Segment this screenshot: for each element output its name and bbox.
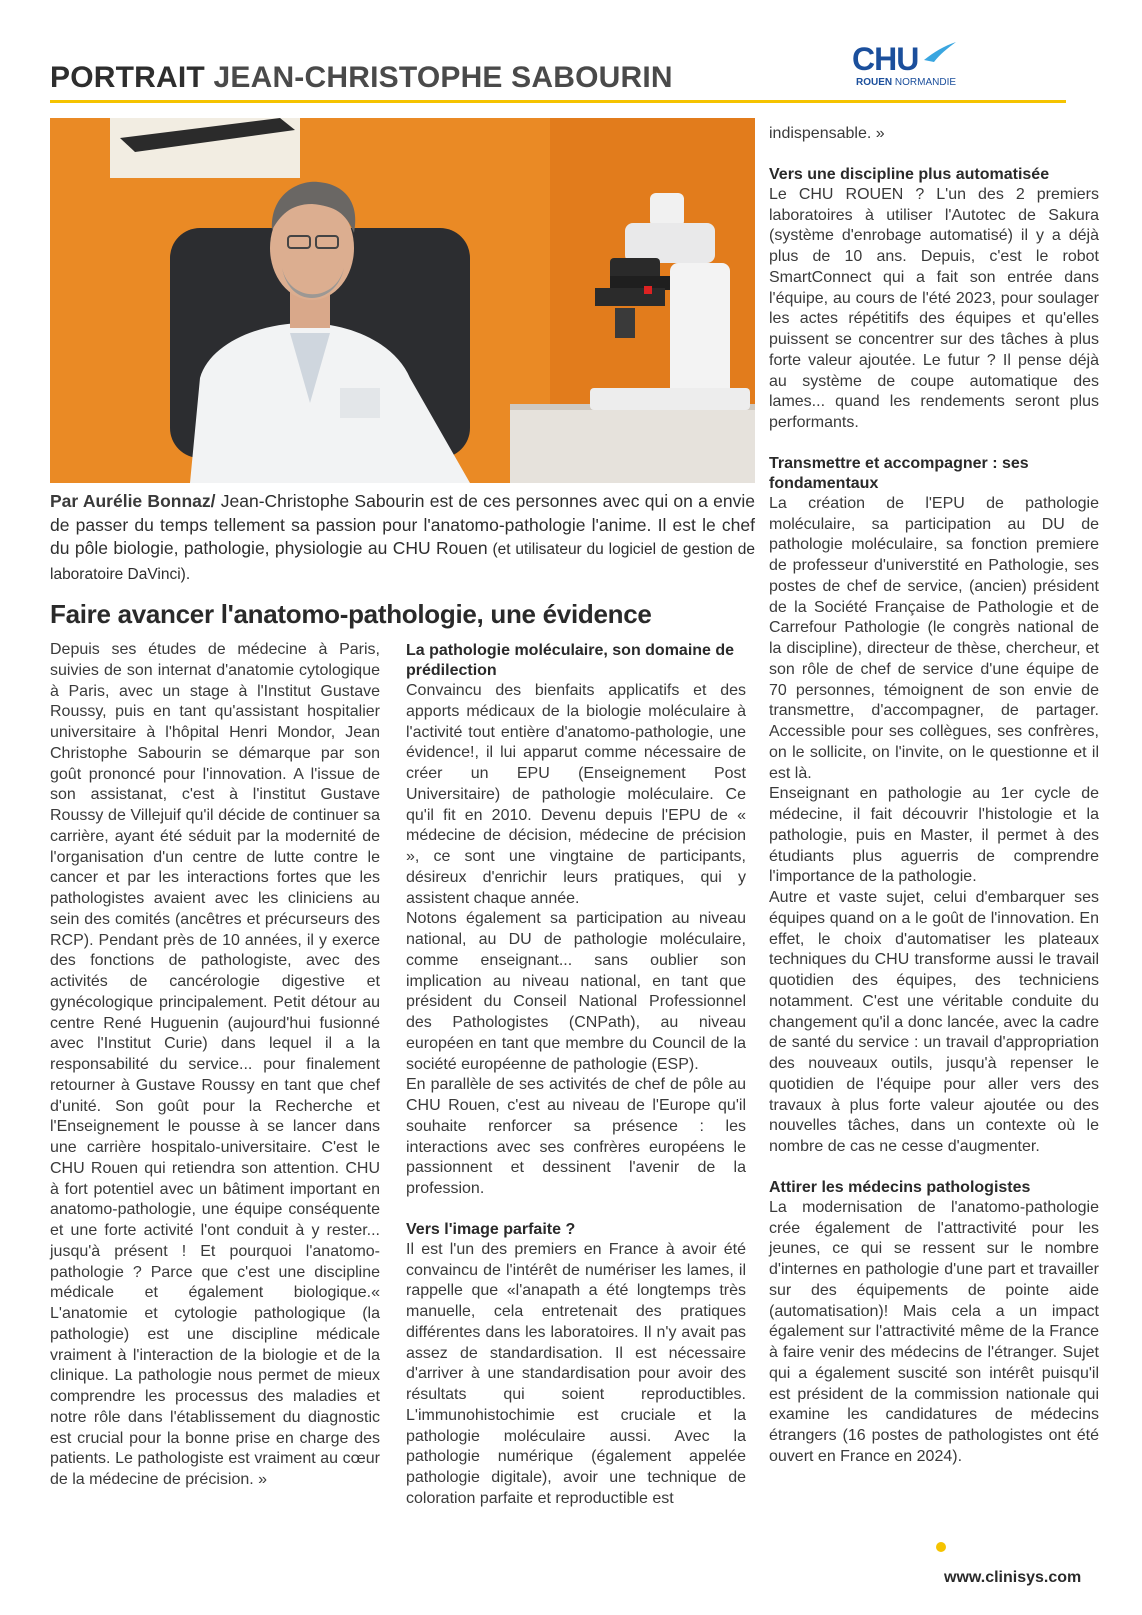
col3-paragraph-3: Enseignant en pathologie au 1er cycle de médecine, il fait découvrir l'histologie et la pathologie, puis en Master, il permet à des étudiants plus aguerris de comprendre l'importance de la pathologie. [769,785,1099,886]
logo-sub [856,77,956,89]
portrait-photo [50,118,755,483]
page-title [50,60,673,96]
portrait-illustration [50,118,755,483]
spacer [406,1200,746,1220]
intro-text: Jean-Christophe Sabourin est de ces personnes avec qui on a envie de passer du temps tellement sa passion pour l'anatomo-pathologie l'anime. Il est le chef du pôle biologie, pathologie, physiologie au CHU Rouen [50,491,755,558]
byline: Par Aurélie Bonnaz/ [50,491,216,511]
col2-paragraph-1: Convaincu des bienfaits applicatifs et des apports médicaux de la biologie moléculaire à l'activité tout entière d'anatomo-pathologie, une évidence!, il lui apparut comme nécessaire de créer un EPU (Enseignement Post Universitaire) de pathologie moléculaire. Ce qu'il fit en 2010. Devenu depuis l'EPU de « médecine de décision, médecine de précision », ce sont une vingtaine de participants, désireux d'enrichir leurs pratiques, qui y assistent chaque année. [406,682,746,907]
col3-paragraph-2: La création de l'EPU de pathologie moléculaire, sa participation au DU de pathologie moléculaire, sa fonction premiere de professeur d'universtité en Pathologie, ses postes de chef de service, (ancien) président de la Société Française de Pathologie et de Carrefour Pathologie (le congrès national de la discipline), directeur de thèse, chercheur, et son rôle de chef de service d'une équipe de 70 personnes, témoignent de son envie de transmettre, d'accompagner, de partager. Accessible pour ses collègues, ses confrères, on le sollicite, on l'invite, on le questionne et il est là. [769,494,1099,782]
logo-main: CHU [852,41,919,77]
col2-paragraph-3: En parallèle de ses activités de chef de pôle au CHU Rouen, c'est au niveau de l'Europe qu'il souhaite renforcer sa présence : les interactions avec ses confrères européens le passionnent et dessinent l'avenir de la profession. [406,1076,746,1197]
header-rule [50,100,1066,103]
col3-paragraph-1: Le CHU ROUEN ? L'un des 2 premiers laboratoires à utiliser l'Autotec de Sakura (système d'enrobage automatisé) il y a déjà plus de 10 ans. Depuis, c'est le robot SmartConnect qui a fait son entrée dans l'équipe, au cours de l'été 2023, pour soulager les actes répétitifs des équipes et qu'elles puissent se concentrer sur des tâches à plus forte valeur ajoutée. Le futur ? Il pense déjà au système de coupe automatique des lames... quand les rendements seront plus performants. [769,185,1099,431]
title-name: JEAN-CHRISTOPHE SABOURIN [213,61,673,94]
intro-note: (et utilisateur du logiciel de gestion de laboratoire DaVinci). [50,541,755,583]
spacer [769,1158,1099,1178]
column-2 [406,641,746,1510]
col1-paragraph: Depuis ses études de médecine à Paris, suivies de son internat d'anatomie cytologique à Paris, avec un stage à l'Institut Gustave Roussy, puis en tant qu'assistant hospitalier universitaire à l'hôpital Henri Mondor, Jean Christophe Sabourin se démarque par son goût prononcé pour l'innovation. A l'issue de son assistanat, c'est à l'institut Gustave Roussy de Villejuif qu'il décide de continuer sa carrière, ayant été séduit par la modernité de l'organisation d'un centre de lutte contre le cancer et par les interactions fortes que les pathologistes avaient avec les cliniciens au sein des comités (ancêtres et précurseurs des RCP). Pendant près de 10 années, il y exerce des fonctions de pathologiste, avec des activités de cancérologie digestive et gynécologique principalement. Petit détour au centre René Huguenin (aujourd'hui fusionné avec l'Institut Curie) dans lequel il a la responsabilité du service... pour finalement retourner à Gustave Roussy en tant que chef d'unité. Son goût pour la Recherche et l'Enseignement le pousse à se lancer dans une carrière hospitalo-universitaire. C'est le CHU Rouen qui retiendra son attention. CHU à fort potentiel avec un bâtiment important en anatomo-pathologie, une équipe conséquente et une forte activité l'ont conduit à y rester... jusqu'à présent ! Et pourquoi l'anatomo-pathologie ? Parce que c'est une discipline médicale et également biologique.« L'anatomie et cytologie pathologique (la pathologie) est une discipline médicale vraiment à l'interaction de la biologie et de la clinique. La pathologie nous permet de mieux comprendre les processus des maladies et notre rôle dans l'établissement du diagnostic est crucial pour la bonne prise en charge des patients. Le pathologiste est vraiment au cœur de la médecine de précision. » [50,641,380,1488]
column-1 [50,640,380,1491]
spacer [769,434,1099,454]
col3-paragraph-5: La modernisation de l'anatomo-pathologie crée également de l'attractivité pour les jeunes, ce qui se ressent sur le nombre d'internes en pathologie d'une part et travailler sur des équipements de pointe aide (automatisation)! Mais cela a un impact également sur l'attractivité même de la France à faire venir des médecins de l'étranger. Sujet qui a également suscité son intérêt puisqu'il est président de la commission nationale qui examine les candidatures de médecins étrangers (16 postes de pathologistes ont été ouvert en France en 2024). [769,1198,1099,1465]
col3-paragraph-4: Autre et vaste sujet, celui d'embarquer ses équipes quand on a le goût de l'innovation. En effet, le choix d'automatiser les plateaux techniques du CHU transforme aussi le travail quotidien des équipes, des techniciens notamment. C'est une véritable conduite du changement qu'il a donc lancée, avec la cadre de santé du service : un travail d'appropriation des nouveaux outils, jusqu'à repenser le quotidien de l'équipe pour aller vers des travaux à plus forte valeur ajoutée ou des nouvelles tâches, dans un contexte où le nombre de cas ne cesse d'augmenter. [769,889,1099,1155]
intro-paragraph [50,490,755,586]
col3-heading-attract: Attirer les médecins pathologistes [769,1178,1031,1196]
col2-paragraph-2: Notons également sa participation au niveau national, au DU de pathologie moléculaire, comme enseignant... sans oublier son implication au niveau national, en tant que président du Conseil National Professionnel des Pathologistes (CNPath), au niveau européen en tant que membre du Council de la société européenne de pathologie (ESP). [406,910,746,1073]
spacer [769,145,1099,165]
footer-url[interactable]: www.clinisys.com [944,1569,1082,1586]
col3-heading-automation: Vers une discipline plus automatisée [769,165,1050,183]
column-3 [769,124,1099,1468]
logo-sub-bold: ROUEN [856,77,893,88]
col2-paragraph-4: Il est l'un des premiers en France à avoir été convaincu de l'intérêt de numériser les lames, il rappelle que «l'anapath a été longtemps très manuelle, cela entretenait des pratiques différentes dans les laboratoires. Il n'y avait pas assez de standardisation. Il est nécessaire d'arriver à une standardisation pour avoir des résultats qui soient reproductibles. L'immunohistochimie est cruciale et la pathologie moléculaire aussi. Avec la pathologie numérique (également appelée pathologie digitale), avoir une technique de coloration parfaite et reproductible est [406,1240,746,1507]
accent-dot [936,1542,946,1552]
logo-sub-normal: NORMANDIE [894,77,957,88]
article-headline: Faire avancer l'anatomo-pathologie, une évidence [50,599,652,629]
col2-heading-molecular: La pathologie moléculaire, son domaine de prédilection [406,642,735,679]
col2-heading-image: Vers l'image parfaite ? [406,1220,576,1238]
col3-continuation: indispensable. » [769,125,885,142]
chu-logo [852,40,962,100]
title-bold: PORTRAIT [50,61,205,94]
logo-swoosh-icon [920,40,960,64]
col3-heading-transmit: Transmettre et accompagner : ses fondamentaux [769,454,1029,492]
